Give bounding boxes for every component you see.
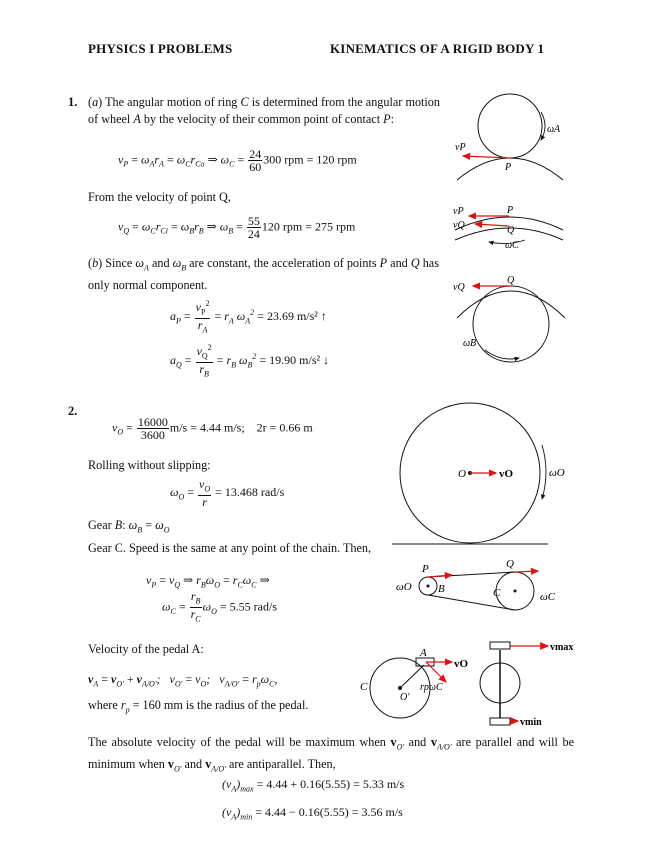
equation-3: $a_P$ = $\frac{v_P^2}{r_A}$ = $r_A$ $\omega_A^2 = 23.69$ m/s² ↑: [170, 299, 327, 335]
gear-c-center: [514, 590, 517, 593]
omegaO-arrow: [542, 445, 546, 499]
frac-24b: 24: [247, 227, 260, 241]
rpm-120b: 120 rpm: [261, 219, 303, 234]
vQ-chain-arrow: [515, 571, 538, 572]
omegaC-value: = 5.55 rad/s: [219, 599, 277, 614]
P-label-chain: P: [422, 563, 429, 575]
P-label-2: P: [507, 205, 514, 216]
problem-1-figures: [445, 88, 565, 368]
aQ-value: 19.90 m/s²: [269, 353, 321, 368]
wheel-a: [478, 94, 542, 158]
vP-label-2: vP: [453, 206, 464, 217]
aP-value: 23.69 m/s²: [266, 309, 318, 324]
part-b-text: (b) Since $\omega_A$ and $\omega_B$ are constant, the acceleration of points P and Q has only normal component.: [88, 256, 439, 292]
B-label: B: [438, 583, 445, 595]
C-label-pedal: C: [360, 681, 368, 693]
vQ-arrow-2: [475, 224, 509, 226]
chain-bottom: [428, 595, 515, 610]
vmax-label: vmax: [550, 642, 574, 653]
equation-2: $v_Q = \omega_Cr_{Ci} = \omega_Br_B$ ⇒ $\omega_B$ = $\frac{55}{24}$ 120 rpm = 275 rpm: [118, 214, 356, 241]
equation-vO: $v_O$ = $\frac{16000}{3600}$ m/s = 4.44 m/s; 2r = 0.66 m: [112, 415, 313, 442]
ring-c-inner-arc: [457, 291, 565, 318]
P-label-1: P: [505, 162, 512, 173]
gear-b-center: [427, 585, 430, 588]
O-label: O: [458, 468, 466, 480]
problem-2-figures: [350, 400, 580, 730]
frac-55: 55: [247, 214, 260, 228]
rolling-text: Rolling without slipping:: [88, 458, 211, 472]
header-left: PHYSICS I PROBLEMS: [88, 41, 233, 56]
header-right: KINEMATICS OF A RIGID BODY 1: [330, 41, 545, 56]
vmax-equation: $(v_A)_{max} = 4.44 + 0.16(5.55) = 5.33$ m/s: [222, 777, 405, 794]
vmin-label: vmin: [520, 717, 542, 728]
C-label: C: [493, 587, 501, 599]
two-r-value: 2r = 0.66 m: [256, 420, 313, 435]
rpomegaC-label: rpωC: [420, 682, 443, 693]
Oprime-label: O': [400, 692, 410, 703]
q-intro: From the velocity of point Q,: [88, 190, 231, 204]
Q-label-2: Q: [507, 225, 515, 236]
vP-label: vP: [455, 142, 466, 153]
equation-omegaO: $\omega_O$ = $\frac{v_O}{r}$ = 13.468 rad/s: [170, 477, 285, 510]
rpm-275: 275 rpm: [315, 219, 356, 234]
vmin-equation: $(v_A)_{min} = 4.44 - 0.16(5.55) = 3.56$ m/s: [222, 805, 403, 822]
omegaA-label: ωA: [547, 124, 561, 135]
down-arrow-icon: ↓: [323, 353, 330, 368]
Q-label-3: Q: [507, 275, 515, 286]
problem-2-number: 2.: [68, 404, 78, 418]
up-arrow-icon: ↑: [320, 309, 327, 324]
pedal-bottom: [490, 718, 510, 725]
vO-pedal-label: vO: [454, 658, 469, 670]
vQ-label-3: vQ: [453, 282, 465, 293]
equation-4: $a_Q$ = $\frac{v_Q^2}{r_B}$ = $r_B$ $\omega_B^2 = 19.90$ m/s² ↓: [170, 343, 330, 379]
A-label: A: [420, 647, 427, 659]
absolute-velocity-text: The absolute velocity of the pedal will be maximum when $v_{O'}$ and $v_{A/O'}$ are parallel and will be minimum when $v_{O'}$ and $v_{A/O'}$ are antiparallel. Then,: [88, 735, 574, 774]
radius-text: where $r_p = 160$ mm is the radius of the pedal.: [88, 698, 309, 715]
vO-value: m/s = 4.44 m/s;: [169, 420, 245, 435]
frac-16000: 16000: [137, 415, 168, 429]
gear-c-text: Gear C. Speed is the same at any point of the chain. Then,: [88, 541, 372, 555]
omegaO-label: ωO: [549, 467, 565, 479]
problem-1-intro: (a) The angular motion of ring C is determined from the angular motion of wheel A by the velocity of their common point of contact P:: [88, 95, 440, 126]
frac-3600: 3600: [137, 428, 169, 441]
omegaC-label: ωC: [505, 240, 519, 251]
omegaO-value: = 13.468 rad/s: [215, 484, 285, 499]
equation-1: $v_P = \omega_Ar_A = \omega_Cr_{Co}$ ⇒ $\omega_C$ = $\frac{24}{60}$ 300 rpm = 120 rpm: [118, 147, 357, 174]
frac-60: 60: [249, 160, 262, 174]
equation-omegaC: $\omega_C$ = $\frac{r_B}{r_C}$ $\omega_O = 5.55$ rad/s: [162, 589, 277, 624]
vmax-value: = 4.44 + 0.16(5.55) = 5.33 m/s: [256, 777, 405, 791]
vmin-value: = 4.44 − 0.16(5.55) = 3.56 m/s: [255, 805, 403, 819]
problem-1-number: 1.: [68, 95, 78, 109]
gear-b-text: Gear B: $\omega_B = \omega_O$: [88, 518, 170, 535]
pedal-equation: $v_A = v_{O'} + v_{A/O'}$; $v_{O'} = v_O$; $v_{A/O'} = r_p\omega_C$,: [88, 672, 278, 689]
rpm-120: 120 rpm: [316, 152, 357, 167]
omegaO-label-chain: ωO: [396, 581, 412, 593]
pedal-top: [490, 642, 510, 649]
equation-chain: $v_P = v_Q$ ⇒ $r_B\omega_O = r_C\omega_C$ ⇒: [146, 573, 270, 590]
frac-24: 24: [249, 147, 262, 161]
vQ-label-2: vQ: [453, 220, 465, 231]
vO-label: vO: [499, 468, 514, 480]
omegaB-arrow: [485, 350, 519, 359]
pedal-intro: Velocity of the pedal A:: [88, 642, 204, 656]
rpm-300: 300 rpm: [263, 152, 304, 167]
omegaC-label-chain: ωC: [540, 591, 556, 603]
omegaB-label: ωB: [463, 338, 477, 349]
Q-label-chain: Q: [506, 558, 514, 570]
